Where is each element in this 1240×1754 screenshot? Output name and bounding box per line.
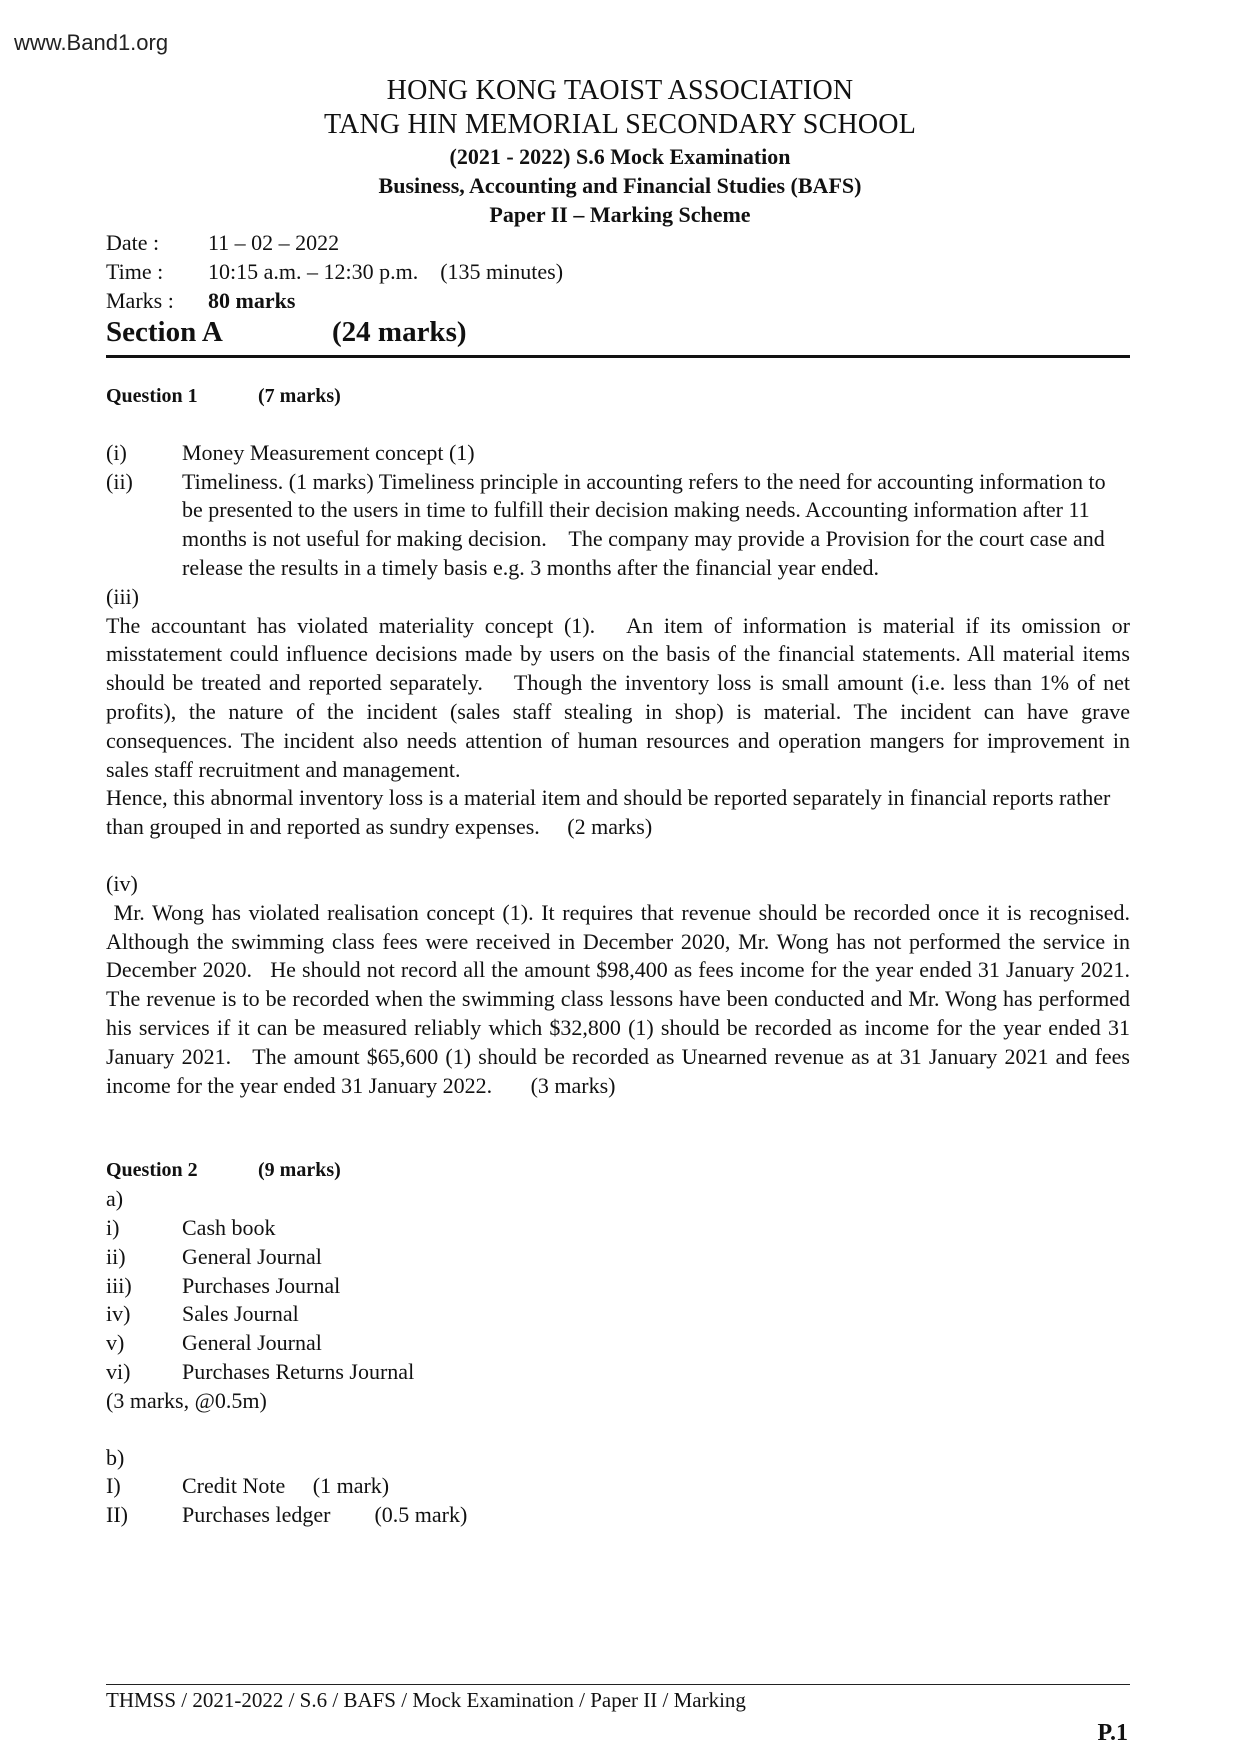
question-1-heading <box>106 382 1130 411</box>
exam-meta <box>106 228 563 315</box>
item-number: II) <box>106 1502 128 1528</box>
marks-label: Marks : <box>106 288 174 313</box>
answer-item <box>106 468 1130 583</box>
question-title: Question 1 <box>106 385 198 407</box>
time-row <box>106 257 563 286</box>
answer-item <box>106 439 1130 468</box>
footer-text: THMSS / 2021-2022 / S.6 / BAFS / Mock Examination / Paper II / Marking <box>106 1688 746 1712</box>
section-heading <box>106 316 1130 358</box>
item-number: i) <box>106 1214 120 1240</box>
part-label: a) <box>106 1186 124 1212</box>
item-number: (i) <box>106 439 127 465</box>
association-name: HONG KONG TAOIST ASSOCIATION <box>386 75 854 106</box>
item-text: Timeliness. (1 marks) Timeliness principle in accounting refers to the need for accounting information to be presented to the users in time to fulfill their decision making needs. Accounting information after 11 months is not useful for making decision. The company may provide a Provision for the court case and release the results in a timely basis e.g. 3 months after the financial year ended. <box>182 468 1112 580</box>
answer-paragraph: Mr. Wong has violated realisation concept (1). It requires that revenue should be recorded once it is recognised. Although the swimming class fees were received in December 2020, Mr. Wong has not performed the service in December 2020. He should not record all the amount $98,400 as fees income for the year ended 31 January 2021. The revenue is to be recorded when the swimming class lessons have been conducted and Mr. Wong has performed his services if it can be measured reliably which $32,800 (1) should be recorded as income for the year ended 31 January 2021. The amount $65,600 (1) should be recorded as Unearned revenue as at 31 January 2021 and fees income for the year ended 31 January 2022. (3 marks) <box>106 899 1147 1098</box>
item-number: v) <box>106 1330 125 1356</box>
date-row <box>106 228 563 257</box>
item-number: (iii) <box>106 583 139 609</box>
date-value: 11 – 02 – 2022 <box>208 230 340 255</box>
item-number: (ii) <box>106 468 133 494</box>
section-name: Section A <box>106 316 223 348</box>
item-text: Money Measurement concept (1) <box>182 439 475 465</box>
date-label: Date : <box>106 230 160 255</box>
page-number: P.1 <box>1097 1720 1128 1746</box>
time-value: 10:15 a.m. – 12:30 p.m. (135 minutes) <box>208 259 564 284</box>
item-number: vi) <box>106 1358 131 1384</box>
answer-item <box>106 1300 1130 1329</box>
question-2-heading <box>106 1156 1130 1185</box>
item-text: Sales Journal <box>182 1301 299 1327</box>
answer-item <box>106 1501 1130 1530</box>
marks-value: 80 marks <box>208 288 296 313</box>
item-text: Purchases Returns Journal <box>182 1358 415 1384</box>
answer-item <box>106 1214 1130 1243</box>
answer-paragraph: The accountant has violated materiality concept (1). An item of information is material if its omission or misstatement could influence decisions made by users on the basis of the financial statements. All material items should be treated and reported separately. Though the inventory loss is small amount (i.e. less than 1% of net profits), the nature of the incident (sales staff stealing in shop) is material. The incident can have grave consequences. The incident also needs attention of human resources and operation mangers for improvement in sales staff recruitment and management. <box>106 612 1136 782</box>
subject-title: Business, Accounting and Financial Studies (BAFS) <box>378 173 862 198</box>
document-header <box>0 74 1240 229</box>
item-text: Credit Note (1 mark) <box>182 1473 390 1499</box>
answer-item <box>106 1329 1130 1358</box>
answer-item <box>106 1272 1130 1301</box>
item-number: iii) <box>106 1272 132 1298</box>
question-marks: (7 marks) <box>258 385 341 407</box>
part-label: b) <box>106 1444 125 1470</box>
paper-title: Paper II – Marking Scheme <box>489 202 751 227</box>
marks-row <box>106 286 563 315</box>
question-title: Question 2 <box>106 1159 198 1182</box>
item-text: General Journal <box>182 1330 322 1356</box>
footer-divider <box>106 1684 1130 1685</box>
question-marks: (9 marks) <box>258 1159 341 1182</box>
answer-item <box>106 1358 1130 1387</box>
item-number: I) <box>106 1473 121 1499</box>
document-body <box>106 382 1147 1530</box>
item-text: Purchases Journal <box>182 1272 341 1298</box>
item-number: iv) <box>106 1301 131 1327</box>
item-text: Cash book <box>182 1214 276 1240</box>
school-name: TANG HIN MEMORIAL SECONDARY SCHOOL <box>323 109 917 140</box>
item-text: Purchases ledger (0.5 mark) <box>182 1502 468 1528</box>
item-text: General Journal <box>182 1243 322 1269</box>
item-number: ii) <box>106 1243 126 1269</box>
item-number: (iv) <box>106 870 138 896</box>
section-marks: (24 marks) <box>332 316 467 348</box>
answer-item <box>106 1472 1130 1501</box>
watermark: www.Band1.org <box>14 30 169 55</box>
answer-item <box>106 1243 1130 1272</box>
time-label: Time : <box>106 259 164 284</box>
answer-paragraph: Hence, this abnormal inventory loss is a material item and should be reported separately in financial reports rather than grouped in and reported as sundry expenses. (2 marks) <box>106 785 1116 840</box>
part-marks: (3 marks, @0.5m) <box>106 1387 267 1413</box>
exam-title: (2021 - 2022) S.6 Mock Examination <box>449 144 791 169</box>
